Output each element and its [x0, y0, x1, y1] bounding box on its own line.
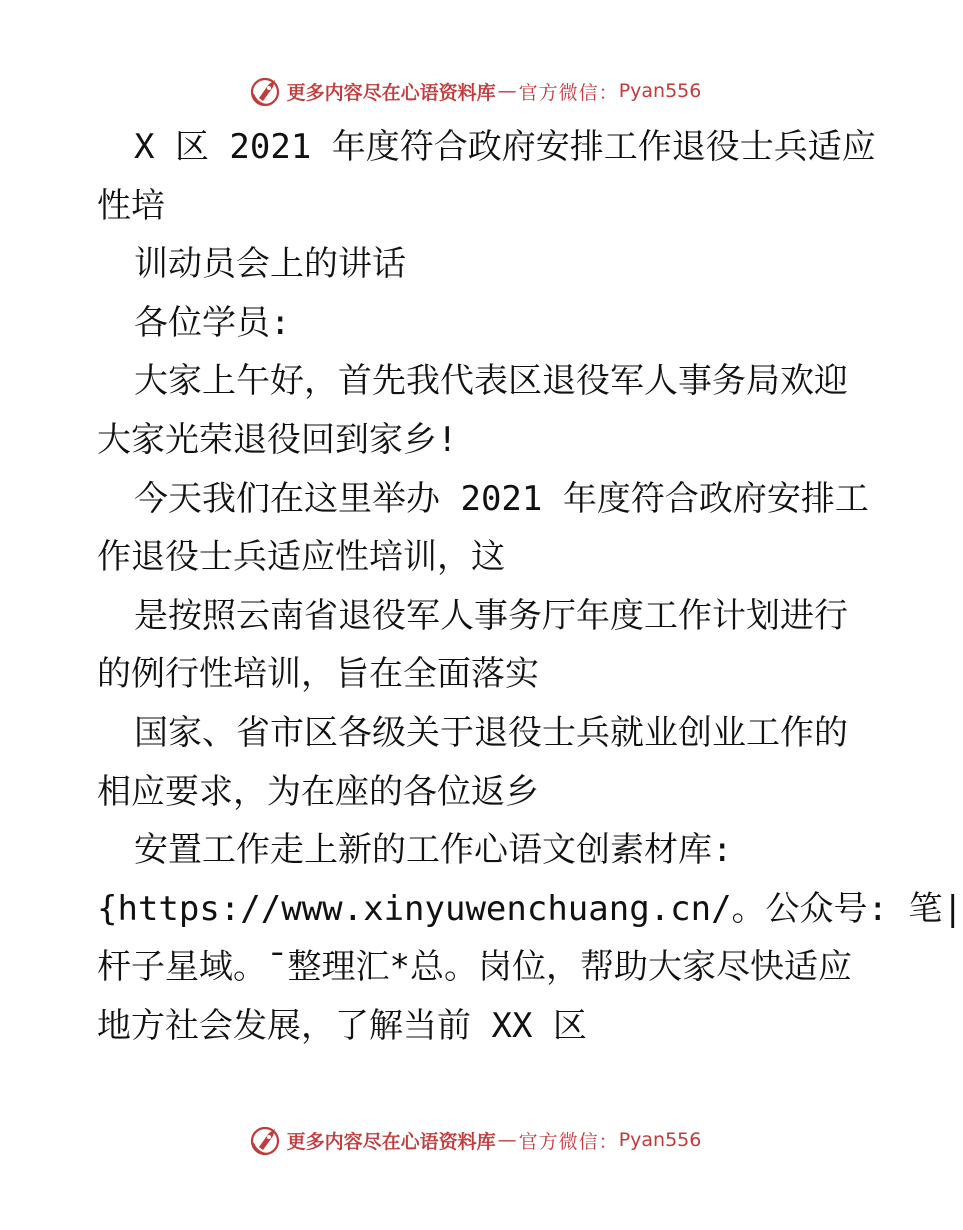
- text-line: 国家、省市区各级关于退役士兵就业创业工作的: [134, 712, 848, 753]
- watermark-official-label: 官方微信：: [518, 81, 619, 104]
- text-line: X 区 2021 年度符合政府安排工作退役士兵适应: [134, 127, 876, 167]
- document-body: [97, 118, 963, 1056]
- text-line: 安置工作走上新的工作心语文创素材库:: [134, 830, 733, 871]
- text-line: {https://www.xinyuwenchuang.cn/。公众号: 笔|: [97, 888, 963, 929]
- text-line: 地方社会发展，了解当前 XX 区: [97, 1005, 587, 1046]
- text-line: 是按照云南省退役军人事务厅年度工作计划进行: [134, 595, 848, 636]
- watermark-text: 更多内容尽在心语资料库: [286, 1130, 496, 1153]
- text-line: 大家上午好，首先我代表区退役军人事务局欢迎: [134, 361, 848, 402]
- watermark-account: Pyan556: [618, 1129, 702, 1151]
- pen-nib-circle-icon: [249, 1123, 283, 1157]
- text-line: 今天我们在这里举办 2021 年度符合政府安排工: [134, 478, 869, 519]
- text-line: 的例行性培训，旨在全面落实: [97, 654, 539, 695]
- watermark-dash: —: [497, 1129, 517, 1151]
- text-line: 杆子星域。¯整理汇*总。岗位，帮助大家尽快适应: [97, 947, 852, 988]
- text-line: 各位学员:: [134, 302, 291, 343]
- text-line: 作退役士兵适应性培训，这: [97, 537, 505, 578]
- watermark-text: 更多内容尽在心语资料库: [286, 81, 496, 104]
- watermark-dash: —: [497, 80, 517, 102]
- text-line: 训动员会上的讲话: [134, 244, 406, 285]
- watermark-header: [0, 71, 950, 111]
- text-line: 相应要求，为在座的各位返乡: [97, 771, 539, 812]
- watermark-official-label: 官方微信：: [518, 1130, 619, 1153]
- text-line: 性培: [97, 185, 165, 226]
- text-line: 大家光荣退役回到家乡!: [97, 419, 458, 460]
- watermark-footer: [0, 1120, 950, 1160]
- watermark-account: Pyan556: [618, 80, 702, 102]
- pen-nib-circle-icon: [249, 74, 283, 108]
